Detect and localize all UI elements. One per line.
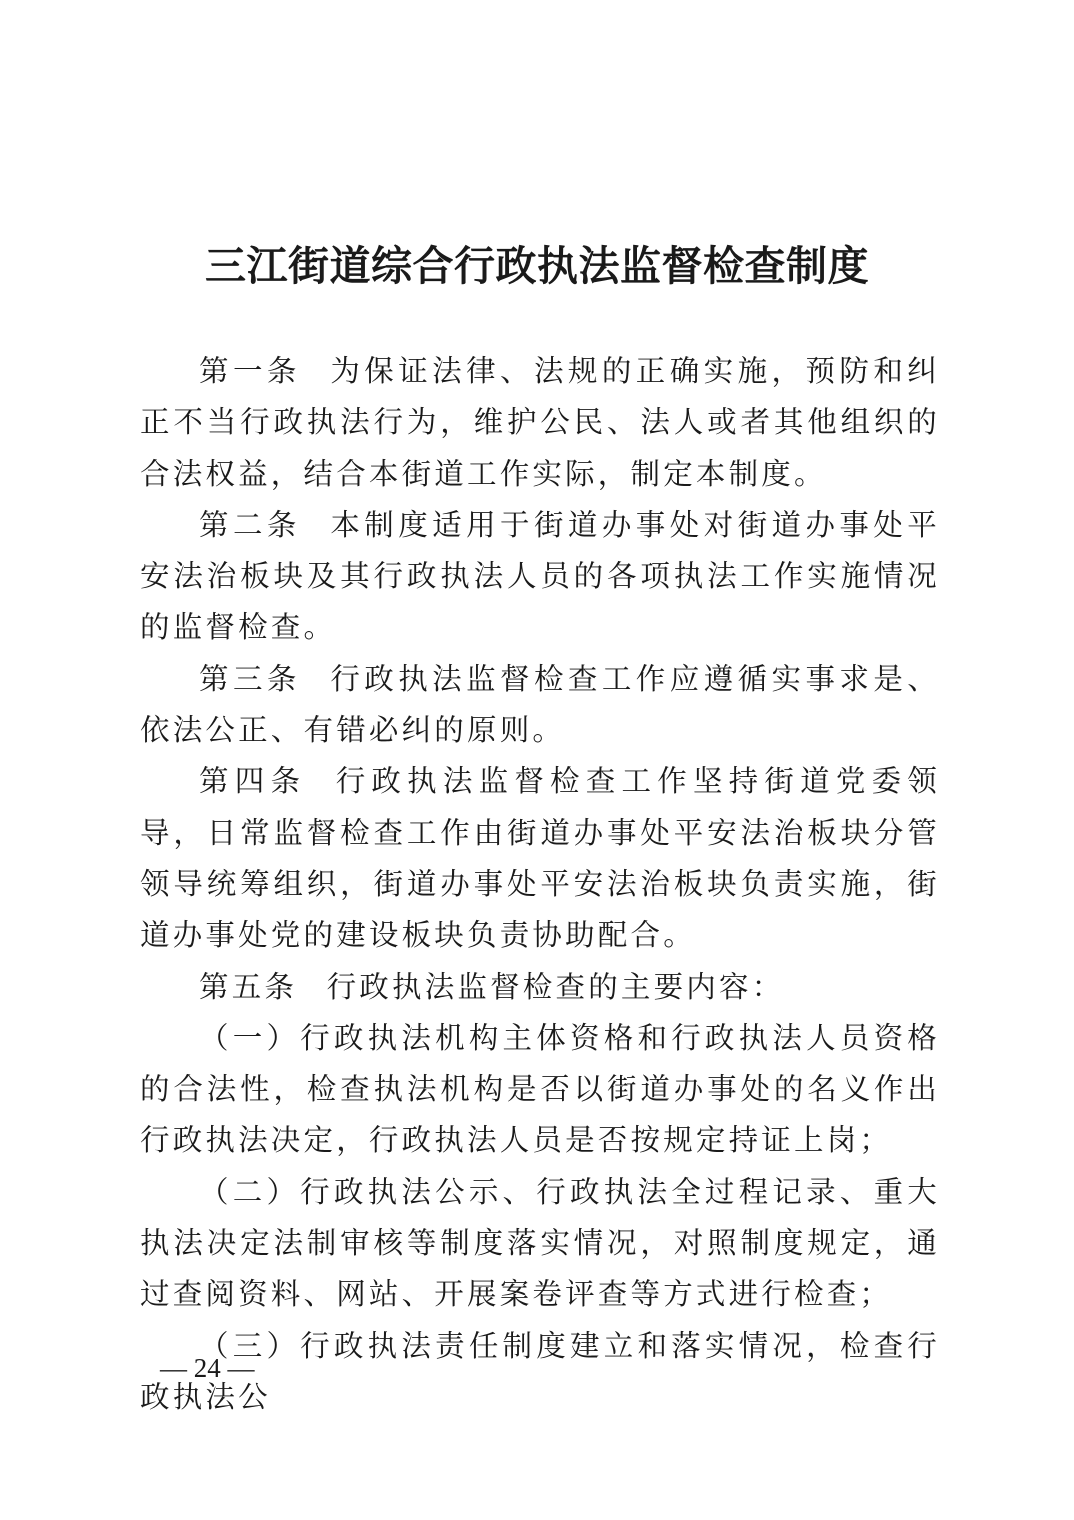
article-2 [140, 500, 940, 654]
article-1 [140, 346, 940, 500]
article-text: 本制度适用于街道办事处对街道办事处平安法治板块及其行政执法人员的各项执法工作实施情况的监督检查。 [140, 507, 940, 645]
article-4 [140, 756, 940, 961]
article-text: 行政执法监督检查工作坚持街道党委领导，日常监督检查工作由街道办事处平安法治板块分管领导统筹组织，街道办事处平安法治板块负责实施，街道办事处党的建设板块负责协助配合。 [140, 764, 940, 953]
list-item-3 [140, 1321, 940, 1424]
document-title: 三江街道综合行政执法监督检查制度 [205, 242, 869, 290]
article-5 [140, 962, 940, 1013]
article-text: 为保证法律、法规的正确实施，预防和纠正不当行政执法行为，维护公民、法人或者其他组织的合法权益，结合本街道工作实际，制定本制度。 [140, 354, 940, 491]
article-text: 行政执法监督检查工作应遵循实事求是、依法公正、有错必纠的原则。 [140, 661, 940, 748]
list-item-2 [140, 1167, 940, 1321]
page-number: — 24 — [160, 1353, 255, 1383]
list-item-text: （二）行政执法公示、行政执法全过程记录、重大执法决定法制审核等制度落实情况，对照制度规定，通过查阅资料、网站、开展案卷评查等方式进行检查； [140, 1174, 940, 1312]
article-label: 第二条 [199, 507, 301, 542]
list-item-text: （三）行政执法责任制度建立和落实情况，检查行政执法公 [140, 1328, 940, 1414]
article-label: 第三条 [199, 661, 301, 696]
article-label: 第一条 [199, 354, 301, 388]
list-item-1 [140, 1013, 940, 1167]
article-label: 第四条 [199, 764, 307, 799]
article-text: 行政执法监督检查的主要内容： [326, 969, 785, 1004]
article-3 [140, 654, 940, 757]
article-label: 第五条 [199, 969, 298, 1004]
document-body [140, 346, 940, 1423]
list-item-text: （一）行政执法机构主体资格和行政执法人员资格的合法性，检查执法机构是否以街道办事处的名义作出行政执法决定，行政执法人员是否按规定持证上岗； [140, 1020, 940, 1158]
